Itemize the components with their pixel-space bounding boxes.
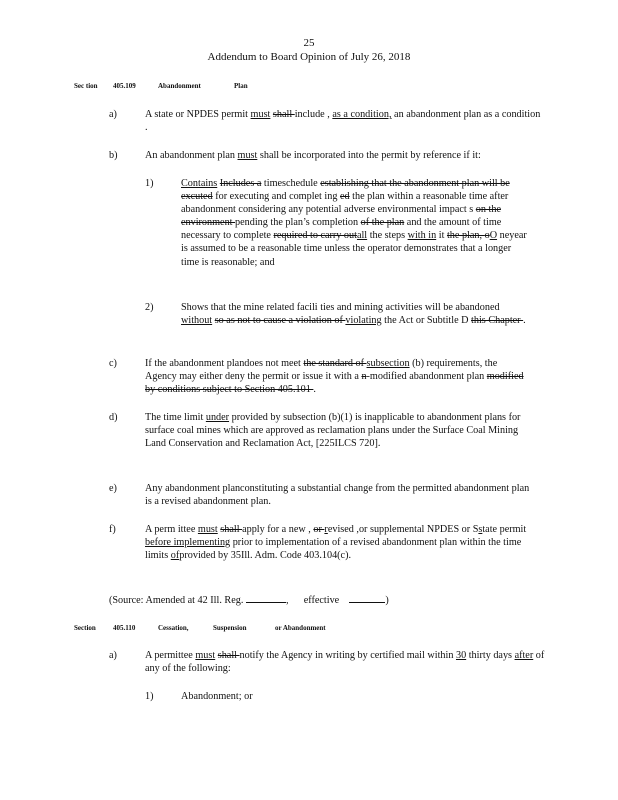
paragraph-c (145, 357, 530, 396)
deleted-text: shall (217, 650, 240, 661)
section-title-2: Plan (234, 82, 248, 90)
text: timeschedule (261, 178, 321, 189)
text: of any of the following: (145, 650, 545, 675)
text: and the amount of time necessary to complete (181, 217, 502, 242)
paragraph-d (145, 411, 530, 450)
text: Shows that the mine related facili ties and mining activities will be abandoned (181, 302, 500, 313)
inserted-text: r (324, 524, 328, 535)
text: shall be incorporated into the permit by reference if it: (257, 150, 481, 161)
inserted-text: subsection (366, 358, 410, 369)
page-number: 25 (303, 37, 315, 49)
inserted-text: as a condition, (332, 109, 392, 120)
paragraph-a (145, 108, 545, 134)
paragraph-b2 (181, 301, 529, 327)
section-label: Section (74, 624, 96, 632)
deleted-text: shall (220, 524, 243, 535)
text: the steps (367, 230, 408, 242)
text: An abandonment plan (145, 150, 238, 161)
inserted-text: under (205, 412, 230, 423)
section-title: Abandonment (158, 82, 201, 90)
text: include , (294, 109, 333, 120)
text: A permittee (145, 650, 196, 661)
item-label-a: a) (109, 109, 117, 120)
source-text: (Source: Amended at 42 Ill. Reg. (109, 595, 244, 606)
deleted-text: so as not to cause a violation of (214, 315, 346, 327)
text: the Act or Subtitle D (381, 315, 472, 327)
text: provided by 35Ill. Adm. Code 403.104(c). (179, 550, 352, 562)
inserted-text: of (170, 550, 180, 562)
text: it (436, 230, 447, 242)
section-title: Cessation, (158, 624, 189, 632)
text: prior to implementation of a revised abandonment plan within the time limits (145, 537, 522, 562)
paragraph-110a (145, 649, 545, 675)
deleted-text: this Chapter (471, 315, 524, 327)
deleted-text: o (484, 230, 490, 242)
text: notify the Agency in writing by certified mail within (239, 650, 456, 661)
inserted-text: Contains (181, 178, 218, 189)
inserted-text: violating (345, 315, 382, 327)
text: . (313, 384, 316, 396)
text: neyear is assumed to be a reasonable time unless the operator demonstrates that a longer time is reasonable; and (181, 230, 527, 268)
inserted-text: 30 (455, 650, 467, 661)
deleted-text: Includes a (219, 178, 262, 189)
deleted-text: shall (272, 109, 295, 120)
text: the plan within a reasonable time after abandonment considering any potential adverse environmental impact s (181, 191, 509, 216)
text: The time limit (145, 412, 206, 423)
deleted-text: or (313, 524, 325, 535)
paragraph-b1 (181, 177, 529, 269)
deleted-text: establishing that the abandonment plan will be excuted (181, 178, 510, 203)
text: evised ,or supplemental NPDES or S (327, 524, 479, 535)
inserted-text: before implementing (145, 537, 231, 549)
item-label-110a: a) (109, 650, 117, 661)
inserted-text: all (356, 230, 368, 242)
section-label: Sec tion (74, 82, 98, 90)
item-label-f: f) (109, 524, 116, 535)
paragraph-b (145, 149, 545, 162)
blank-line (246, 593, 286, 603)
item-label-110a1: 1) (145, 691, 154, 702)
item-label-c: c) (109, 358, 117, 369)
inserted-text: s (478, 524, 483, 535)
text: Any abandonment planconstituting a substantial change from the permitted abandonment plan is a revised abandonment plan. (145, 483, 530, 508)
inserted-text: must (250, 109, 271, 120)
section-number: 405.110 (113, 624, 136, 632)
item-label-d: d) (109, 412, 118, 423)
text: tate permit (482, 524, 527, 535)
section-number: 405.109 (113, 82, 136, 90)
deleted-text: of the plan (360, 217, 405, 229)
deleted-text: modified by conditions subject to Section 405.101 (145, 371, 524, 396)
text: thirty days (466, 650, 515, 661)
source-effective: effective (303, 595, 340, 606)
deleted-text: n (361, 371, 367, 383)
text: provided by subsection (b)(1) is inapplicable to abandonment plans for surface coal mines which are approved as reclamation plans under the Surface Coal Mining Land Conservation and Reclamation Act, [225ILCS 720]. (145, 412, 521, 450)
page-title: Addendum to Board Opinion of July 26, 2018 (207, 51, 411, 63)
text: (b) requirements, the Agency may either deny the permit or issue it with a (145, 358, 498, 383)
item-label-e: e) (109, 483, 117, 494)
deleted-text: ed (340, 191, 350, 203)
deleted-text: required to carry out (273, 230, 357, 242)
paragraph-110a1: Abandonment; or (181, 691, 253, 702)
text: an abandonment plan as a condition . (145, 109, 541, 134)
deleted-text: the plan, (446, 230, 485, 242)
text: -modified abandonment plan (366, 371, 487, 383)
text: . (523, 315, 526, 327)
inserted-text: O (489, 230, 498, 242)
text: apply for a new , (242, 524, 314, 535)
section-title-2: Suspension (213, 624, 247, 632)
item-label-b1: 1) (145, 178, 154, 189)
paragraph-f (145, 523, 530, 562)
inserted-text: without (181, 315, 213, 327)
blank-line (349, 593, 385, 603)
text: If the abandonment plandoes not meet (145, 358, 304, 369)
text: A state or NPDES permit (145, 109, 251, 120)
item-label-b: b) (109, 150, 118, 161)
deleted-text: the standard of (303, 358, 367, 369)
inserted-text: must (197, 524, 218, 535)
source-note: (Source: Amended at 42 Ill. Reg. , effective ) (109, 595, 389, 606)
paragraph-e (145, 482, 530, 508)
inserted-text: with in (407, 230, 437, 242)
inserted-text: must (237, 150, 258, 161)
section-title-3: or Abandonment (275, 624, 326, 632)
inserted-text: must (195, 650, 216, 661)
text: pending the plan’s completion (235, 217, 361, 229)
deleted-text: on the environment (181, 204, 501, 229)
text: for executing and complet ing (212, 191, 340, 203)
text: A perm ittee (145, 524, 198, 535)
inserted-text: after (514, 650, 534, 661)
item-label-b2: 2) (145, 302, 154, 313)
